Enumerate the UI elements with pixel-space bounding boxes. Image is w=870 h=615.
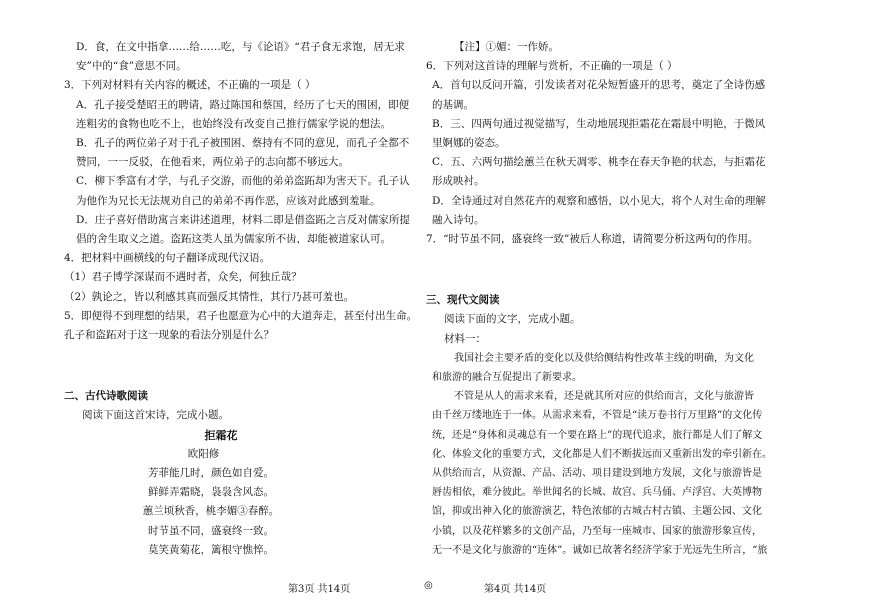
question-4: 4．把材料中画横线的句子翻译成现代汉语。 xyxy=(64,252,271,265)
poem-author: 欧阳修 xyxy=(187,447,220,460)
paragraph-line: 由千丝万缕地连于一体。从需求来看，不管是“读万卷书行万里路”的文化传 xyxy=(432,410,763,422)
page-number-right: 第4页 共14页 xyxy=(484,584,547,595)
section-heading-modern: 三、现代文阅读 xyxy=(426,294,500,307)
paragraph-line: 无一不是文化与旅游的“连体”。诚如已故著名经济学家于光远先生所言，“旅 xyxy=(432,544,768,556)
option-b: B．三、四两句通过视觉描写，生动地展现拒霜花在霜晨中明艳，于微风 xyxy=(432,117,766,130)
poem-line: 芳菲能几时，颜色如自爱。 xyxy=(148,467,274,480)
paragraph-line: 唇齿相依，难分彼此。举世闻名的长城、故宫、兵马俑、卢浮宫、大英博物 xyxy=(432,487,762,499)
paragraph-line: 不管是从人的需求来看，还是就其所对应的供给而言，文化与旅游皆 xyxy=(454,391,754,403)
question-5: 5．即便得不到理想的结果，君子也愿意为心中的大道奔走，甚至付出生命。 xyxy=(64,309,418,322)
paragraph-line: 统，还是“身体和灵魂总有一个要在路上”的现代追求，旅行都是人们了解文 xyxy=(432,429,763,441)
question-7: 7．“时节虽不同，盛衰终一致”被后人称道，请简要分析这两句的作用。 xyxy=(426,233,759,246)
text-line: 赞同，一一反驳，在他看来，两位弟子的志向都不够远大。 xyxy=(76,156,349,169)
question-6: 6．下列对这首诗的理解与赏析，不正确的一项是（ ） xyxy=(426,60,678,73)
paragraph-line: 馆，抑或出神入化的旅游演艺，特色浓郁的古城古村古镇、主题公园、文化 xyxy=(432,506,762,518)
paragraph-line: 和旅游的融合互促提出了新要求。 xyxy=(432,372,582,384)
text-line: 的基调。 xyxy=(432,98,474,111)
text-line: 连粗劣的食物也吃不上，也始终没有改变自己推行儒家学说的想法。 xyxy=(76,117,391,130)
poem-line: 鲜鲜弄霜晓，袅袅含风态。 xyxy=(148,486,274,499)
option-a: A．首句以反问开篇，引发读者对花朵短暂盛开的思考，奠定了全诗伤感 xyxy=(432,79,766,92)
paragraph-line: 从供给而言，从资源、产品、活动、项目建设到地方发展，文化与旅游皆是 xyxy=(432,468,762,480)
poem-title: 拒霜花 xyxy=(204,428,238,442)
text-line: 为他作为兄长无法规劝自己的弟弟不再作恶，应该对此感到羞耻。 xyxy=(76,194,381,207)
material-label: 材料一： xyxy=(444,332,486,345)
text-line: D．食，在文中指拿……给……吃，与《论语》“君子食无求饱，居无求 xyxy=(76,41,405,53)
text-line: 倡的舍生取义之道。盗跖这类人虽为儒家所不齿，却能被道家认可。 xyxy=(76,233,391,246)
option-c: C．柳下季富有才学，与孔子交游，而他的弟弟盗跖却为害天下。孔子认 xyxy=(76,175,410,188)
translation-item-1: （1）君子博学深谋而不遇时者，众矣，何独丘哉？ xyxy=(64,271,302,284)
right-column xyxy=(426,38,772,560)
section-intro: 阅读下面的文字，完成小题。 xyxy=(444,313,581,326)
question-3: 3．下列对材料有关内容的概述，不正确的一项是（ ） xyxy=(64,79,316,92)
binding-mark-icon: ◎ xyxy=(424,580,433,591)
option-a: A．孔子接受楚昭王的聘请，路过陈国和蔡国，经历了七天的围困，即便 xyxy=(76,98,410,111)
text-line: 孔子和盗跖对于这一现象的看法分别是什么？ xyxy=(64,329,274,342)
poem-line: 莫笑黄菊花，篱根守憔悴。 xyxy=(148,543,274,556)
section-intro: 阅读下面这首宋诗，完成小题。 xyxy=(82,409,229,422)
option-d: D．庄子喜好借助寓言来讲述道理，材料二即是借盗跖之言反对儒家所提 xyxy=(76,213,410,226)
left-column xyxy=(64,38,418,560)
poem-note: 【注】①媚：一作娇。 xyxy=(454,41,559,53)
text-line: 融入诗句。 xyxy=(432,213,485,226)
option-c: C．五、六两句描绘蕙兰在秋天凋零、桃李在春天争艳的状态，与拒霜花 xyxy=(432,156,766,169)
section-heading-poetry: 二、古代诗歌阅读 xyxy=(64,390,148,403)
poem-line: 时节虽不同，盛衰终一致。 xyxy=(148,524,274,537)
paragraph-line: 我国社会主要矛盾的变化以及供给侧结构性改革主线的明确，为文化 xyxy=(454,352,754,364)
translation-item-2: （2）孰论之，皆以利感其真而强反其情性，其行乃甚可羞也。 xyxy=(64,290,355,303)
poem-line: 蕙兰顷秋香，桃李媚③春醉。 xyxy=(142,505,280,518)
text-line: 安”中的“食”意思不同。 xyxy=(76,60,187,73)
option-b: B．孔子的两位弟子对于孔子被围困、蔡持有不同的意见，而孔子全都不 xyxy=(76,137,410,150)
option-d: D．全诗通过对自然花卉的观察和感悟，以小见大，将个人对生命的理解 xyxy=(432,194,766,207)
paragraph-line: 化、体验文化的重要方式，文化都是人们不断拔远而又重新出发的牵引新在。 xyxy=(432,448,772,460)
paragraph-line: 小镇，以及花样繁多的文创产品，乃至每一座城市、国家的旅游形象宣传， xyxy=(432,525,762,537)
text-line: 里婀娜的姿态。 xyxy=(432,137,506,150)
page-number-left: 第3页 共14页 xyxy=(288,584,351,595)
text-line: 形成映衬。 xyxy=(432,175,485,188)
